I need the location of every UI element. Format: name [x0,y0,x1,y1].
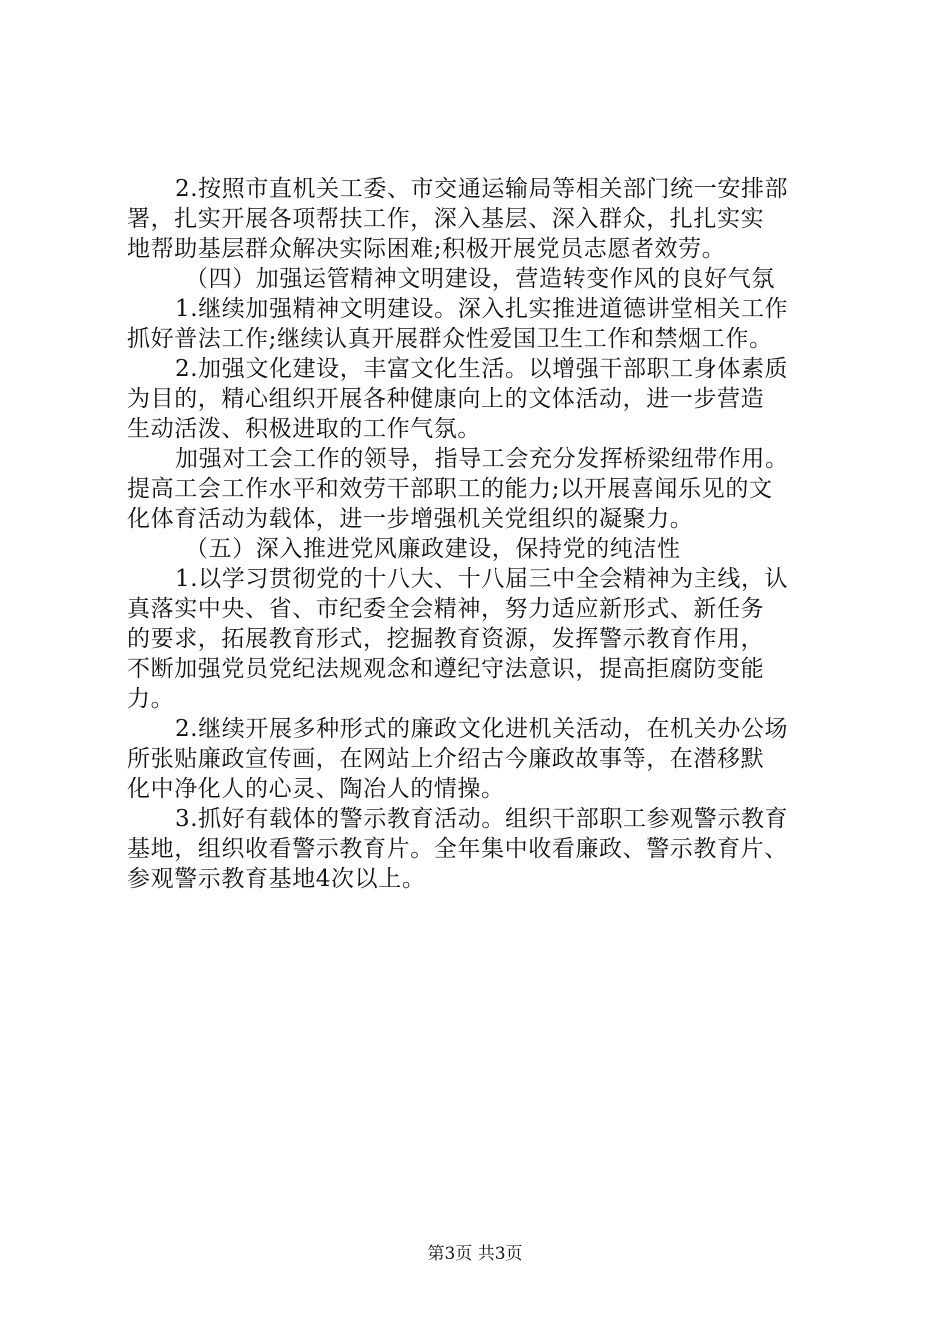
paragraph-line: 加强对工会工作的领导，指导工会充分发挥桥梁纽带作用。 [175,446,789,472]
paragraph-line: 2.继续开展多种形式的廉政文化进机关活动，在机关办公场 [175,716,789,742]
paragraph-line: 参观警示教育基地4次以上。 [127,866,426,892]
document-body [127,174,845,894]
paragraph-line: 2.加强文化建设，丰富文化生活。以增强干部职工身体素质 [175,356,789,382]
paragraph-line: 2.按照市直机关工委、市交通运输局等相关部门统一安排部 [175,176,789,202]
paragraph-line: 真落实中央、省、市纪委全会精神，努力适应新形式、新任务 [127,596,765,622]
page-number-footer: 第3页 共3页 [427,1244,523,1264]
paragraph-line: 基地，组织收看警示教育片。全年集中收看廉政、警示教育片、 [127,836,788,862]
paragraph-line: 地帮助基层群众解决实际困难;积极开展党员志愿者效劳。 [127,236,726,262]
section-heading: （四）加强运管精神文明建设，营造转变作风的良好气氛 [185,266,775,292]
paragraph-line: 1.继续加强精神文明建设。深入扎实推进道德讲堂相关工作 [175,296,789,322]
paragraph-line: 署，扎实开展各项帮扶工作，深入基层、深入群众，扎扎实实 [127,206,765,232]
paragraph-line: 的要求，拓展教育形式，挖掘教育资源，发挥警示教育作用， [127,626,765,652]
paragraph-line: 化中净化人的心灵、陶冶人的情操。 [127,776,505,802]
paragraph-line: 抓好普法工作;继续认真开展群众性爱国卫生工作和禁烟工作。 [127,326,773,352]
paragraph-line: 为目的，精心组织开展各种健康向上的文体活动，进一步营造 [127,386,765,412]
paragraph-line: 不断加强党员党纪法规观念和遵纪守法意识，提高拒腐防变能 [127,656,765,682]
section-heading: （五）深入推进党风廉政建设，保持党的纯洁性 [185,536,681,562]
paragraph-line: 3.抓好有载体的警示教育活动。组织干部职工参观警示教育 [175,806,789,832]
paragraph-line: 提高工会工作水平和效劳干部职工的能力;以开展喜闻乐见的文 [127,476,773,502]
paragraph-line: 化体育活动为载体，进一步增强机关党组织的凝聚力。 [127,506,694,532]
paragraph-line: 生动活泼、积极进取的工作气氛。 [127,416,481,442]
paragraph-line: 所张贴廉政宣传画，在网站上介绍古今廉政故事等，在潜移默 [127,746,765,772]
paragraph-line: 1.以学习贯彻党的十八大、十八届三中全会精神为主线，认 [175,566,789,592]
paragraph-line: 力。 [127,686,175,712]
